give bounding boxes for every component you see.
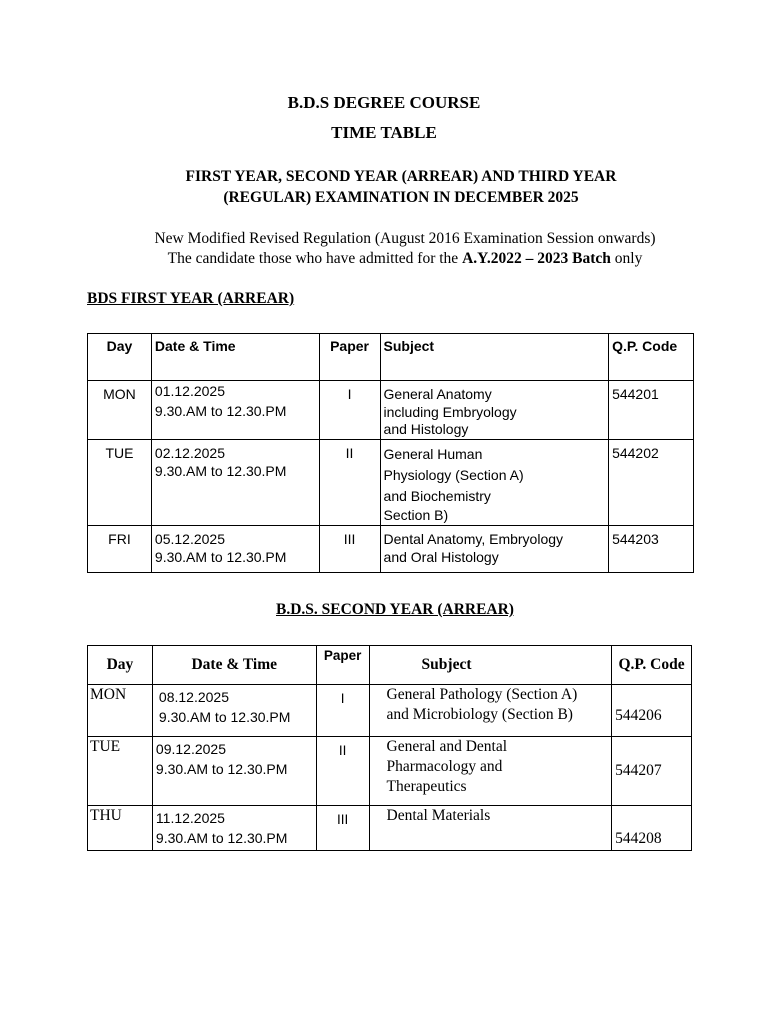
- col-day: Day: [88, 334, 152, 381]
- subject-line: General Human: [383, 446, 483, 462]
- subject-line: Physiology (Section A): [383, 467, 524, 483]
- row-time: 9.30.AM to 12.30.PM: [155, 761, 288, 777]
- subject-line: and Histology: [383, 421, 469, 437]
- table-row: [88, 806, 692, 851]
- row-subject: [380, 440, 609, 526]
- col-qp-code: Q.P. Code: [609, 334, 694, 381]
- row-paper: I: [316, 685, 369, 737]
- subject-line: Dental Materials: [386, 807, 491, 824]
- table-row: [88, 381, 694, 440]
- col-qp-code: Q.P. Code: [612, 646, 692, 685]
- col-paper: Paper: [316, 646, 369, 685]
- first-year-table: [87, 333, 694, 573]
- row-date-time: [151, 440, 319, 526]
- col-day: Day: [88, 646, 153, 685]
- row-date-time: [151, 381, 319, 440]
- subject-line: General and Dental: [386, 738, 508, 755]
- row-date: 02.12.2025: [154, 445, 225, 461]
- exam-subtitle-line2: (REGULAR) EXAMINATION IN DECEMBER 2025: [223, 189, 579, 206]
- row-qp-code: 544203: [609, 526, 694, 573]
- row-qp-code: 544202: [609, 440, 694, 526]
- second-year-table: [87, 645, 692, 851]
- table-header-row: [88, 646, 692, 685]
- subject-line: and Microbiology (Section B): [386, 706, 573, 723]
- row-date: 05.12.2025: [154, 531, 225, 547]
- row-qp-code: 544201: [609, 381, 694, 440]
- row-paper: II: [319, 440, 380, 526]
- candidate-note-prefix: The candidate those who have admitted for the: [167, 250, 463, 267]
- row-time: 9.30.AM to 12.30.PM: [154, 463, 287, 479]
- candidate-note: [21, 249, 768, 269]
- subject-line: General Pathology (Section A): [386, 686, 578, 703]
- row-paper: III: [316, 806, 369, 851]
- timetable-title: TIME TABLE: [331, 123, 437, 142]
- row-time: 9.30.AM to 12.30.PM: [154, 403, 287, 419]
- first-year-heading: BDS FIRST YEAR (ARREAR): [87, 290, 295, 307]
- col-date-time: Date & Time: [151, 334, 319, 381]
- row-day: FRI: [88, 526, 152, 573]
- col-date-time: Date & Time: [152, 646, 316, 685]
- table-row: [88, 685, 692, 737]
- row-date-time: [152, 806, 316, 851]
- row-day: MON: [88, 381, 152, 440]
- row-paper: I: [319, 381, 380, 440]
- col-subject: Subject: [369, 646, 612, 685]
- row-time: 9.30.AM to 12.30.PM: [154, 549, 287, 565]
- course-title: B.D.S DEGREE COURSE: [287, 93, 481, 112]
- row-day: TUE: [88, 440, 152, 526]
- subject-line: Dental Anatomy, Embryology: [383, 531, 564, 547]
- subject-line: and Oral Histology: [383, 549, 499, 565]
- table-header-row: [88, 334, 694, 381]
- row-paper: II: [316, 737, 369, 806]
- row-subject: [369, 685, 612, 737]
- row-paper: III: [319, 526, 380, 573]
- row-day: TUE: [88, 737, 153, 806]
- subject-line: Section B): [383, 507, 449, 523]
- table-row: [88, 737, 692, 806]
- table-row: [88, 526, 694, 573]
- row-date-time: [151, 526, 319, 573]
- regulation-note: New Modified Revised Regulation (August 2016 Examination Session onwards): [154, 230, 656, 247]
- subject-line: including Embryology: [383, 404, 517, 420]
- subject-line: General Anatomy: [383, 386, 492, 402]
- row-date: 11.12.2025: [155, 810, 225, 826]
- row-date-time: [152, 685, 316, 737]
- row-subject: [369, 806, 612, 851]
- row-qp-code: 544208: [612, 806, 692, 851]
- row-time: 9.30.AM to 12.30.PM: [158, 709, 291, 725]
- subject-line: Therapeutics: [386, 778, 467, 795]
- row-time: 9.30.AM to 12.30.PM: [155, 830, 288, 846]
- subject-line: and Biochemistry: [383, 488, 491, 504]
- candidate-note-suffix: only: [610, 250, 643, 267]
- col-subject: Subject: [380, 334, 609, 381]
- row-day: THU: [88, 806, 153, 851]
- row-subject: [380, 526, 609, 573]
- candidate-batch: A.Y.2022 – 2023 Batch: [462, 250, 611, 267]
- table-row: [88, 440, 694, 526]
- row-qp-code: 544206: [612, 685, 692, 737]
- col-paper: Paper: [319, 334, 380, 381]
- row-qp-code: 544207: [612, 737, 692, 806]
- row-day: MON: [88, 685, 153, 737]
- row-date-time: [152, 737, 316, 806]
- second-year-heading: B.D.S. SECOND YEAR (ARREAR): [276, 601, 514, 618]
- subject-line: Pharmacology and: [386, 758, 503, 775]
- exam-subtitle-line1: FIRST YEAR, SECOND YEAR (ARREAR) AND THIRD YEAR: [185, 168, 617, 185]
- row-date: 08.12.2025: [158, 689, 229, 705]
- row-date: 09.12.2025: [155, 741, 226, 757]
- row-subject: [380, 381, 609, 440]
- row-subject: [369, 737, 612, 806]
- row-date: 01.12.2025: [154, 383, 225, 399]
